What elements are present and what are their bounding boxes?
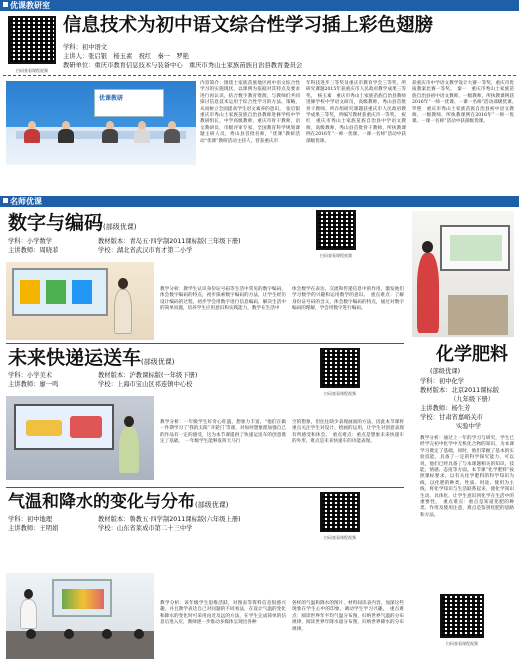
lesson4-photo — [6, 573, 154, 659]
lesson-tag: (部级优课) — [430, 368, 461, 375]
screen — [94, 89, 164, 117]
projector-screen — [14, 404, 114, 450]
divider — [6, 487, 404, 488]
whiteboard — [12, 268, 108, 316]
lesson1-col-2: 体会数学在表达、交流和传递信息中的作用，激发他们学习数学的兴趣和运用数学的意识。 重点难点：了解身份证号码的含义，体会数字编码的特点，通过对数字编码的理解，学会用数字进行编码。 — [292, 287, 404, 312]
qr-code[interactable] — [320, 492, 360, 532]
meta-speakers: 主讲人：张启银 杨玉素 祝红 秦一 罗艳 — [63, 53, 189, 60]
intro-col-1: 内容简介：围绕土家族苗族地区初中语文综合性学习的实施现状，以课例为依据对其特点及要求进行再认识，结合数字教育资源，与教师们共同探讨信息技术运用于综合性学习的方法、策略，从而树立全面提高学生语文素养的意识。 张启银 重庆市秀山土家族苗族自治县教师进修学校中学教研组长，中学高级教师，重庆市骨干教师，语文教研员，市级评审专家，全国教育科学规划课题主研人员，秀山县首批名师，“优课”教研活动“优课”教研活动主持人，曾获重庆市 — [200, 81, 305, 144]
qr-caption: 扫码查看课程视频 — [324, 391, 356, 396]
meta-subject: 学科：初中语文 — [63, 44, 108, 51]
meta-subject: 学科：初中地理 — [8, 516, 53, 523]
square-icon — [3, 2, 8, 7]
lesson3-photo — [412, 211, 514, 337]
qr-code[interactable] — [320, 348, 360, 388]
qr-code[interactable] — [8, 16, 56, 64]
lesson-title-text: 未来快递运送车 — [8, 347, 142, 369]
lesson3-title: 化学肥料 — [436, 344, 508, 365]
meta-school: 学校：湖北省武汉市育才第二小学 — [98, 247, 193, 254]
meta-subject: 学科：初中化学 — [420, 378, 465, 385]
lesson1-title — [8, 212, 136, 238]
meta-subject: 学科：小学美术 — [8, 372, 53, 379]
qr-caption: 扫码查看课程视频 — [446, 641, 478, 646]
lesson2-col-1: 教学分析：一年级学生好奇心旺盛，想象力丰富，“他们在做一件期学习了‘我的太阳’‘开轮门’等课，对如何想象派加强自己的作品有一定的感受，这为本节课提供了快递运送车的创意奠定了基础。 一年级学生能够发挥天马行 — [160, 420, 286, 445]
studio-photo — [6, 81, 196, 165]
lesson2-col-2: 空的想象，但往往缺少表现画面的方法，因此本节课将重点关注学生对设计、绘画的运用，让学生对创意表现有所感受和体会。 重点难点：重点是想象未来快递车的外形，难点是未来快递车的功能表现。 — [292, 420, 404, 445]
meta-textbook: 教材版本：北京2011课标版 — [420, 387, 499, 394]
meta-school: 学校：上海市宝山区祁连镇中心校 — [98, 381, 193, 388]
section-label: 名师优课 — [10, 197, 42, 206]
lesson-tag: (部级优课) — [103, 223, 137, 231]
qr-caption: 扫码查看课程视频 — [16, 68, 48, 73]
screen — [52, 579, 112, 617]
meta-teacher: 主讲教师：廖一鸣 — [8, 381, 59, 388]
qr-code[interactable] — [316, 210, 356, 250]
section-header-mingshi — [0, 196, 519, 207]
screen — [440, 225, 510, 271]
lesson-tag: (部级优课) — [141, 358, 175, 366]
meta-teacher: 主讲教师：王明娟 — [8, 525, 59, 532]
qr-code[interactable] — [440, 594, 484, 638]
section-label: 优课教研室 — [10, 1, 50, 10]
meta-teacher: 主讲教师：周晓菲 — [8, 247, 59, 254]
lesson1-col-1: 教学分析：教学生认识身份证号码等生活中常见的数字编码，体会数字编码的特点，初步探索数字编码的方法，让学生经历设计编码的过程，初步学会用数字进行信息编码，解决生活中的简单问题，培养学生应用意识和实践能力，数学在生活中 — [160, 287, 286, 312]
lesson4-col-2: 各样的气温和降水的图片，材料间读表内容，加深这些现象在学生心中的印象，调动学生学习兴趣。 重点难点：阅读世界年平均气温分布图，归纳世界气温的分布规律，阅读世界年降水量分布图，归纳世界降水的分布规律。 — [292, 601, 404, 632]
qr-caption: 扫码查看课程视频 — [320, 253, 352, 258]
meta-unit: 教研单位：重庆市教育信息技术与装备中心 重庆市秀山土家族苗族自治县教育委员会 — [63, 62, 303, 69]
lesson2-title — [8, 347, 174, 373]
lesson2-photo — [6, 396, 154, 480]
screen-label: 优课教研 — [99, 95, 124, 102]
page-title: 信息技术为初中语文综合性学习插上彩色翅膀 — [63, 15, 434, 36]
meta-textbook: 教材版本：鲁教五·四学制2011课标版(六年级上册) — [98, 516, 241, 523]
lesson1-photo — [6, 262, 154, 340]
lesson4-title — [8, 491, 228, 516]
meta-school-2: 实验中学 — [456, 423, 482, 430]
meta-teacher: 主讲教师：杨生芳 — [420, 405, 471, 412]
section-header-youke — [0, 0, 519, 11]
meta-grade: （九年级下册） — [450, 396, 495, 403]
intro-col-2: 年科技进步三等奖及重庆市教育学会三等奖，所研究课题2015年获重庆市人民政府教学成果三等奖。 杨玉素 重庆市秀山土家族苗族自治县教师进修学校中学语文研员，高级教师，秀山县首批骨干教师，所在组研究课题获重庆市人民政府教学成果三等奖，所编写教材获重庆市一等奖。 祝红 重庆市秀山土家族苗族自治县中学语文教师，高级教师，秀山县首批骨干教师，所执教课例在2016年“一师一优课、一课一名师”活动中获部级优课。 — [306, 81, 406, 144]
desk — [16, 131, 186, 139]
square-icon — [3, 198, 8, 203]
meta-school: 学校：甘肃省嘉峪关市 — [420, 414, 483, 421]
meta-school: 学校：山东省莱成市第二十三中学 — [98, 525, 193, 532]
meta-textbook: 教材版本：沪教课标版(一年级下册) — [98, 372, 198, 379]
intro-col-3: 获重庆市中学语文教学设计大赛一等奖，重庆市优质教案比赛一等奖。 秦一 重庆市秀山土家族苗族自治县初中语文教师，一级教师，所执教课例获2016年“一师一优课、一课一名师”活动部级优课。 罗艳 重庆市秀山土家族苗族自治县初中语文教师，一级教师，所执教课例在2016年“一师一优课、一课一名师”活动中获部级优课。 — [412, 81, 519, 125]
qr-caption: 扫码查看课程视频 — [324, 535, 356, 540]
lesson-tag: (部级优课) — [195, 501, 229, 509]
lesson-title-text: 气温和降水的变化与分布 — [8, 492, 195, 512]
divider — [3, 75, 516, 76]
lesson3-body: 教学分析：通过上一年的学习与研究，学生已经学完初中化学中无机化合物的知识，为本课学习奠定了基础，同时，他们掌握了基本的实验技能，具备了一定的科学探究能力，可以说，他们已经具备了与本课题相关的知识、技能、情感、态度等方面。本节课“化学肥料”按照课标要求，以有关化学肥料的科学知识为线，以化肥的种类、性质、用途、使用为主线，将化学知识与生活联系起来，使化学知识生动、具体化，让学生意识到化学在生活中的重要性。 重点难点：重点是知道化肥的种类、作用及使用注意，难点是鉴别化肥的思路和方法。 — [420, 436, 514, 518]
divider — [6, 343, 404, 344]
lesson4-col-1: 教学分析：该年级学生思维活跃，对图表等资料信息很感兴趣，并且教学表达自己对问题的不同看法，在设计气温的变化和降水的变化时可采用由近及远的方法，在学生完成简单的信息后进入应，教师逐一步推动多媒体呈现出各种 — [160, 601, 286, 626]
meta-textbook: 教材版本：青岛五·四学制2011课标版(三年级下册) — [98, 238, 241, 245]
lesson-title-text: 数字与编码 — [8, 212, 104, 234]
meta-subject: 学科：小学数学 — [8, 238, 53, 245]
